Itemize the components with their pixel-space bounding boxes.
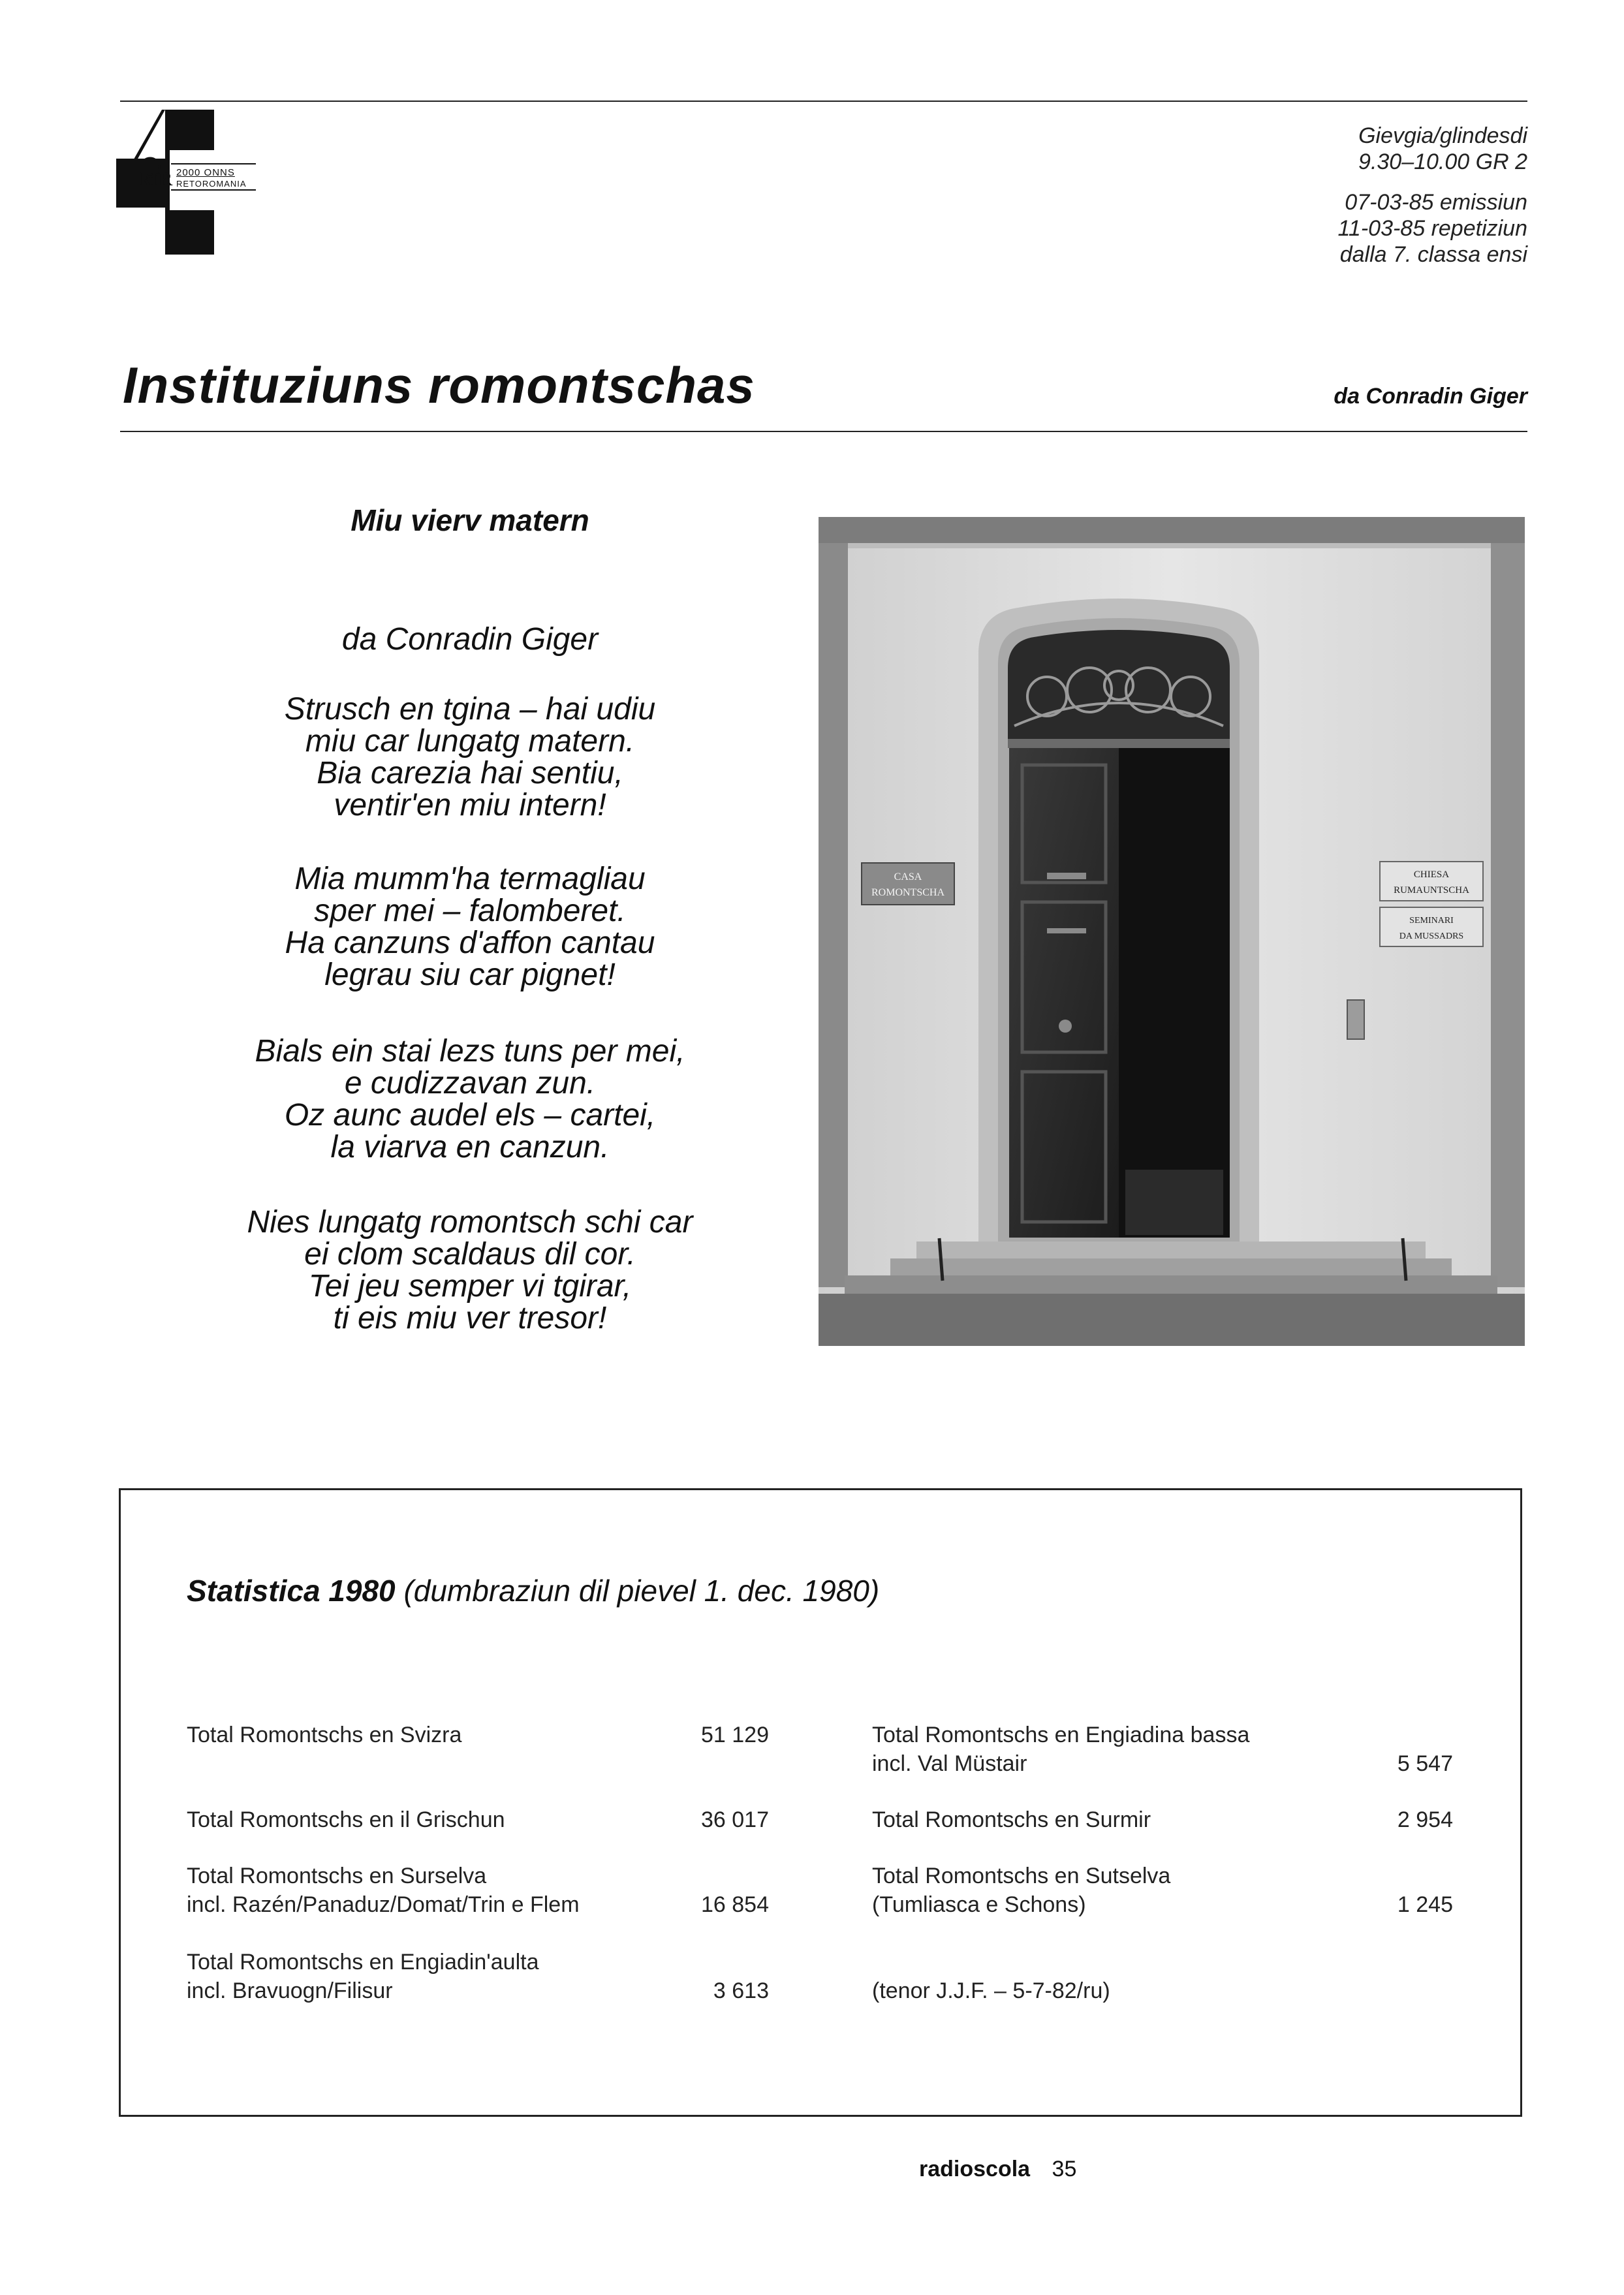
logo-text-line1: 2000 ONNS (176, 167, 235, 178)
poem-line: ti eis miu ver tresor! (333, 1301, 607, 1335)
sign-seminari: SEMINARI (1409, 916, 1454, 926)
logo (116, 110, 261, 255)
sign-rumauntscha: RUMAUNTSCHA (1394, 885, 1469, 896)
stat-label-grischun: Total Romontschs en il Grischun (187, 1807, 505, 1832)
door-photo (819, 517, 1525, 1346)
publication-name: radioscola (919, 2157, 1031, 2181)
poem-line: Bia carezia hai sentiu, (317, 756, 623, 790)
poem-stanza-3 (196, 1035, 744, 1163)
page-number: 35 (1052, 2157, 1077, 2181)
broadcast-info (1338, 123, 1527, 268)
broadcast-emission: 07-03-85 emissiun (1345, 190, 1527, 215)
sign-casa: CASA (894, 871, 922, 882)
stat-value-sutselva: 1 245 (1397, 1892, 1453, 1917)
poem-line: Tei jeu semper vi tgirar, (308, 1269, 632, 1304)
poem-line: Oz aunc audel els – cartei, (284, 1098, 656, 1132)
stat-value-surselva: 16 854 (701, 1892, 769, 1917)
poem-line: Bials ein stai lezs tuns per mei, (255, 1034, 685, 1069)
poem-stanza-4 (196, 1206, 744, 1334)
poem-line: Strusch en tgina – hai udiu (284, 692, 656, 726)
broadcast-day: Gievgia/glindesdi (1358, 123, 1527, 148)
sign-da-mussadrs: DA MUSSADRS (1399, 931, 1464, 941)
poem-stanza-1 (196, 693, 744, 821)
poem-line: miu car lungatg matern. (305, 724, 635, 758)
poem-author: da Conradin Giger (341, 622, 599, 657)
statistics-heading-bold: Statistica 1980 (187, 1574, 396, 1608)
sign-chiesa: CHIESA (1413, 869, 1450, 880)
stat-value-engiadinaulta: 3 613 (713, 1978, 769, 2003)
article-title: Instituziuns romontschas (123, 356, 755, 414)
broadcast-time: 9.30–10.00 GR 2 (1358, 149, 1527, 174)
poem-line: ventir'en miu intern! (334, 788, 606, 822)
title-rule (120, 431, 1527, 432)
stat-label-surselva: Total Romontschs en Surselva incl. Razén/Panaduz/Domat/Trin e Flem (187, 1864, 580, 1917)
stat-label-sutselva: Total Romontschs en Sutselva (Tumliasca e Schons) (872, 1864, 1171, 1917)
stat-label-engiadinaulta: Total Romontschs en Engiadin'aulta incl. Bravuogn/Filisur (187, 1950, 539, 2003)
broadcast-repetition: 11-03-85 repetiziun (1337, 216, 1527, 241)
logo-letters: kIR (140, 168, 173, 190)
stat-value-grischun: 36 017 (701, 1807, 769, 1832)
stat-value-engiadinabassa: 5 547 (1397, 1751, 1453, 1776)
statistics-heading-normal: (dumbraziun dil pievel 1. dec. 1980) (403, 1574, 880, 1608)
stat-label-svizra: Total Romontschs en Svizra (187, 1723, 462, 1747)
poem-stanza-2 (196, 863, 744, 991)
stat-value-surmir: 2 954 (1397, 1807, 1453, 1832)
poem-line: ei clom scaldaus dil cor. (304, 1237, 636, 1272)
stat-value-svizra: 51 129 (701, 1723, 769, 1747)
article-byline: da Conradin Giger (1334, 384, 1527, 409)
poem-line: Mia mumm'ha termagliau (294, 862, 646, 896)
poem-line: Nies lungatg romontsch schi car (247, 1205, 693, 1240)
poem-line: Ha canzuns d'affon cantau (285, 926, 655, 960)
stat-source-note: (tenor J.J.F. – 5-7-82/ru) (872, 1978, 1110, 2003)
top-rule (120, 101, 1527, 102)
poem-line: legrau siu car pignet! (324, 958, 616, 992)
logo-text-line2: RETOROMANIA (176, 179, 247, 189)
sign-romontscha: ROMONTSCHA (871, 887, 945, 898)
broadcast-level: dalla 7. classa ensi (1339, 242, 1527, 267)
poem-line: la viarva en canzun. (330, 1130, 610, 1164)
poem-line: sper mei – falomberet. (314, 894, 626, 928)
poem-title: Miu vierv matern (351, 503, 589, 537)
door-photo-image (819, 517, 1525, 1346)
stat-label-surmir: Total Romontschs en Surmir (872, 1807, 1151, 1832)
statistics-heading (187, 1573, 879, 1608)
stat-label-engiadinabassa: Total Romontschs en Engiadina bassa incl. Val Müstair (872, 1723, 1250, 1776)
page-footer (919, 2157, 1076, 2182)
poem-line: e cudizzavan zun. (344, 1066, 596, 1101)
